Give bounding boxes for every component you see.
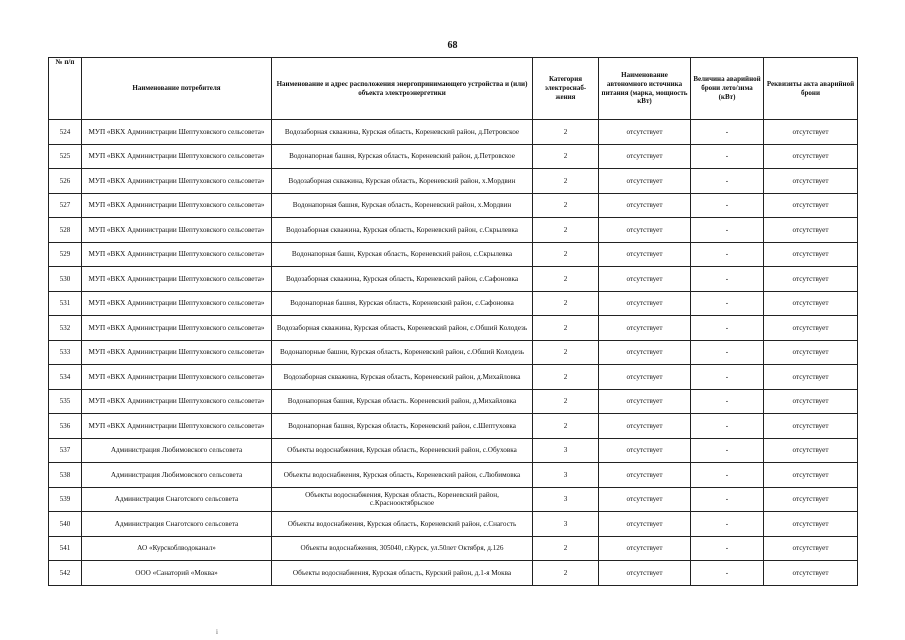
cell-power-source: отсутствует (599, 169, 691, 194)
cell-power-source: отсутствует (599, 487, 691, 512)
cell-act-details: отсутствует (764, 193, 858, 218)
table-row (49, 340, 858, 365)
cell-reserve-value: - (691, 438, 764, 463)
cell-act-details: отсутствует (764, 512, 858, 537)
cell-object: Водозаборная скважина, Курская область, Кореневский район, х.Мордвин (272, 169, 533, 194)
cell-consumer: ООО «Санаторий «Моква» (82, 561, 272, 586)
cell-reserve-value: - (691, 144, 764, 169)
cell-number: 539 (49, 487, 82, 512)
cell-reserve-value: - (691, 120, 764, 145)
cell-act-details: отсутствует (764, 487, 858, 512)
cell-object: Водозаборная скважина, Курская область, Кореневский район, д.Михайловка (272, 365, 533, 390)
cell-reserve-value: - (691, 561, 764, 586)
cell-power-source: отсутствует (599, 438, 691, 463)
cell-act-details: отсутствует (764, 144, 858, 169)
cell-reserve-value: - (691, 487, 764, 512)
cell-act-details: отсутствует (764, 316, 858, 341)
cell-object: Водонапорная башня, Курская область, Кореневский район, с.Шептуховка (272, 414, 533, 439)
page-number: 68 (447, 40, 458, 51)
cell-act-details: отсутствует (764, 365, 858, 390)
cell-reserve-value: - (691, 414, 764, 439)
table-body (49, 120, 858, 586)
table-row (49, 242, 858, 267)
cell-consumer: МУП «ВКХ Администрации Шептуховского сельсовета» (82, 144, 272, 169)
cell-consumer: Администрация Любимовского сельсовета (82, 438, 272, 463)
stray-mark: i (216, 628, 218, 636)
cell-category: 2 (533, 144, 599, 169)
cell-category: 3 (533, 487, 599, 512)
cell-consumer: АО «Курскоблводоканал» (82, 536, 272, 561)
cell-object: Объекты водоснабжения, Курская область, Кореневский район, с.Любимовка (272, 463, 533, 488)
cell-act-details: отсутствует (764, 242, 858, 267)
table-row (49, 193, 858, 218)
cell-object: Водозаборная скважина, Курская область, Кореневский район, с.Скрылевка (272, 218, 533, 243)
cell-category: 2 (533, 193, 599, 218)
cell-power-source: отсутствует (599, 340, 691, 365)
cell-reserve-value: - (691, 365, 764, 390)
cell-number: 527 (49, 193, 82, 218)
cell-category: 2 (533, 389, 599, 414)
table-row (49, 536, 858, 561)
cell-power-source: отсутствует (599, 389, 691, 414)
cell-power-source: отсутствует (599, 193, 691, 218)
cell-category: 2 (533, 536, 599, 561)
table-row (49, 512, 858, 537)
header-category: Категория электроснаб-жения (533, 58, 599, 120)
cell-reserve-value: - (691, 512, 764, 537)
cell-number: 526 (49, 169, 82, 194)
cell-act-details: отсутствует (764, 463, 858, 488)
cell-consumer: МУП «ВКХ Администрации Шептуховского сельсовета» (82, 365, 272, 390)
cell-power-source: отсутствует (599, 267, 691, 292)
cell-reserve-value: - (691, 340, 764, 365)
cell-number: 538 (49, 463, 82, 488)
table-row (49, 438, 858, 463)
cell-consumer: МУП «ВКХ Администрации Шептуховского сельсовета» (82, 169, 272, 194)
cell-act-details: отсутствует (764, 389, 858, 414)
cell-reserve-value: - (691, 169, 764, 194)
cell-reserve-value: - (691, 291, 764, 316)
cell-category: 3 (533, 512, 599, 537)
header-power-source: Наименование автономного источника питания (марка, мощность кВт) (599, 58, 691, 120)
table-row (49, 169, 858, 194)
cell-reserve-value: - (691, 267, 764, 292)
cell-consumer: МУП «ВКХ Администрации Шептуховского сельсовета» (82, 193, 272, 218)
cell-act-details: отсутствует (764, 561, 858, 586)
cell-category: 2 (533, 120, 599, 145)
cell-object: Водонапорная башн, Курская область, Кореневский район, с.Скрылевка (272, 242, 533, 267)
cell-category: 2 (533, 316, 599, 341)
cell-consumer: МУП «ВКХ Администрации Шептуховского сельсовета» (82, 291, 272, 316)
cell-act-details: отсутствует (764, 414, 858, 439)
cell-power-source: отсутствует (599, 242, 691, 267)
table-row (49, 463, 858, 488)
cell-number: 536 (49, 414, 82, 439)
cell-act-details: отсутствует (764, 267, 858, 292)
header-reserve-value: Величина аварийной брони лето/зима (кВт) (691, 58, 764, 120)
cell-power-source: отсутствует (599, 536, 691, 561)
cell-power-source: отсутствует (599, 365, 691, 390)
header-object: Наименование и адрес расположения энергопринимающего устройства и (или) объекта электроэнергетики (272, 58, 533, 120)
cell-object: Объекты водоснабжения, Курская область, Курский район, д.1-я Моква (272, 561, 533, 586)
cell-object: Водозаборная скважина, Курская область, Кореневский район, д.Петровское (272, 120, 533, 145)
cell-category: 2 (533, 218, 599, 243)
table-row (49, 487, 858, 512)
cell-number: 533 (49, 340, 82, 365)
cell-category: 2 (533, 169, 599, 194)
cell-number: 534 (49, 365, 82, 390)
cell-number: 532 (49, 316, 82, 341)
cell-object: Водонапорная башня, Курская область, Кореневский район, с.Сафоновка (272, 291, 533, 316)
cell-object: Объекты водоснабжения, 305040, г.Курск, ул.50лет Октября, д.126 (272, 536, 533, 561)
cell-reserve-value: - (691, 536, 764, 561)
cell-category: 2 (533, 365, 599, 390)
cell-act-details: отсутствует (764, 438, 858, 463)
emergency-reserve-table (48, 57, 858, 586)
cell-number: 535 (49, 389, 82, 414)
cell-category: 2 (533, 291, 599, 316)
table-row (49, 316, 858, 341)
cell-power-source: отсутствует (599, 316, 691, 341)
cell-power-source: отсутствует (599, 120, 691, 145)
cell-number: 540 (49, 512, 82, 537)
cell-object: Водонапорная башня, Курская область, Кореневский район, д.Петровское (272, 144, 533, 169)
cell-object: Объекты водоснабжения, Курская область, Кореневский район, с.Краснооктябрьское (272, 487, 533, 512)
cell-power-source: отсутствует (599, 291, 691, 316)
cell-consumer: Администрация Снаготского сельсовета (82, 487, 272, 512)
cell-category: 2 (533, 267, 599, 292)
cell-object: Водонапорная башня, Курская область, Кореневский район, х.Мордвин (272, 193, 533, 218)
table-row (49, 144, 858, 169)
cell-reserve-value: - (691, 242, 764, 267)
cell-category: 2 (533, 242, 599, 267)
cell-power-source: отсутствует (599, 218, 691, 243)
table-row (49, 291, 858, 316)
table-row (49, 218, 858, 243)
cell-object: Водозаборная скважина, Курская область, Кореневский район, с.Обший Колодезь (272, 316, 533, 341)
cell-object: Водозаборная скважина, Курская область, Кореневский район, с.Сафоновка (272, 267, 533, 292)
cell-act-details: отсутствует (764, 218, 858, 243)
cell-number: 528 (49, 218, 82, 243)
cell-number: 524 (49, 120, 82, 145)
header-act-details: Реквизиты акта аварийной брони (764, 58, 858, 120)
table-row (49, 389, 858, 414)
cell-category: 3 (533, 463, 599, 488)
cell-category: 3 (533, 438, 599, 463)
header-number: № п/п (49, 58, 82, 120)
table-row (49, 561, 858, 586)
cell-consumer: Администрация Снаготского сельсовета (82, 512, 272, 537)
cell-consumer: МУП «ВКХ Администрации Шептуховского сельсовета» (82, 389, 272, 414)
cell-reserve-value: - (691, 193, 764, 218)
cell-consumer: МУП «ВКХ Администрации Шептуховского сельсовета» (82, 242, 272, 267)
cell-object: Водонапорная башня, Курская область. Кореневский район, д.Михайловка (272, 389, 533, 414)
cell-number: 529 (49, 242, 82, 267)
cell-power-source: отсутствует (599, 561, 691, 586)
cell-act-details: отсутствует (764, 120, 858, 145)
cell-act-details: отсутствует (764, 536, 858, 561)
header-consumer: Наименование потребителя (82, 58, 272, 120)
cell-number: 542 (49, 561, 82, 586)
cell-act-details: отсутствует (764, 169, 858, 194)
cell-number: 537 (49, 438, 82, 463)
table-row (49, 414, 858, 439)
cell-consumer: МУП «ВКХ Администрации Шептуховского сельсовета» (82, 267, 272, 292)
table-row (49, 120, 858, 145)
cell-reserve-value: - (691, 316, 764, 341)
cell-object: Объекты водоснабжения, Курская область, Кореневский район, с.Обуховка (272, 438, 533, 463)
cell-reserve-value: - (691, 463, 764, 488)
cell-number: 541 (49, 536, 82, 561)
cell-act-details: отсутствует (764, 291, 858, 316)
cell-act-details: отсутствует (764, 340, 858, 365)
cell-number: 530 (49, 267, 82, 292)
cell-consumer: МУП «ВКХ Администрации Шептуховского сельсовета» (82, 120, 272, 145)
cell-consumer: МУП «ВКХ Администрации Шептуховского сельсовета» (82, 218, 272, 243)
cell-category: 2 (533, 414, 599, 439)
cell-category: 2 (533, 340, 599, 365)
cell-consumer: МУП «ВКХ Администрации Шептуховского сельсовета» (82, 340, 272, 365)
cell-power-source: отсутствует (599, 414, 691, 439)
cell-number: 525 (49, 144, 82, 169)
cell-power-source: отсутствует (599, 512, 691, 537)
cell-object: Водонапорные башни, Курская область, Кореневский район, с.Обший Колодезь (272, 340, 533, 365)
cell-reserve-value: - (691, 218, 764, 243)
cell-power-source: отсутствует (599, 463, 691, 488)
cell-number: 531 (49, 291, 82, 316)
cell-consumer: МУП «ВКХ Администрации Шептуховского сельсовета» (82, 414, 272, 439)
cell-consumer: Администрация Любимовского сельсовета (82, 463, 272, 488)
cell-reserve-value: - (691, 389, 764, 414)
cell-category: 2 (533, 561, 599, 586)
cell-power-source: отсутствует (599, 144, 691, 169)
cell-consumer: МУП «ВКХ Администрации Шептуховского сельсовета» (82, 316, 272, 341)
cell-object: Объекты водоснабжения, Курская область, Кореневский район, с.Снагость (272, 512, 533, 537)
table-row (49, 267, 858, 292)
table-header-row (49, 58, 858, 120)
table-row (49, 365, 858, 390)
